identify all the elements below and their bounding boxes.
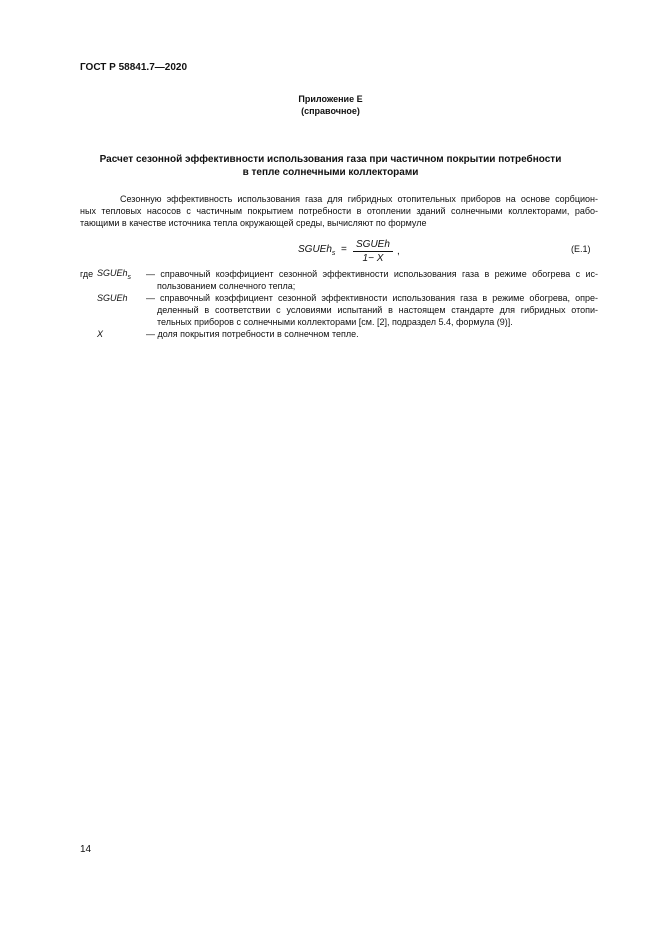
definition-text: пользованием солнечного тепла; [157,281,296,291]
definitions-where: где [80,269,94,279]
definition-symbol: SGUEh$_s$ [97,268,132,281]
formula-fraction [353,239,393,264]
document-standard-number: ГОСТ Р 58841.7—2020 [80,62,188,73]
definition-text: — справочный коэффициент сезонной эффективности использования газа в режиме обогрева с ис- [146,269,598,279]
formula-numerator: SGUEh [353,239,393,252]
definition-text: тельных приборов с солнечными коллекторами [см. [2], подраздел 5.4, формула (9)]. [157,317,513,327]
definition-text: — справочный коэффициент сезонной эффективности использования газа в режиме обогрева, опре- [146,293,598,303]
section-title-line-1: Расчет сезонной эффективности использования газа при частичном покрытии потребности [99,154,562,165]
paragraph-line: ных тепловых насосов с частичным покрытием потребности в отоплении зданий солнечными коллекторами, рабо- [80,206,598,216]
definition-text: деленный в соответствии с условиями испытаний в настоящем стандарте для гибридных отопи- [157,305,598,315]
appendix-type: (справочное) [301,106,360,116]
section-title-line-2: в тепле солнечными коллекторами [242,167,419,178]
definition-text: — доля покрытия потребности в солнечном тепле. [146,329,359,339]
definition-symbol: SGUEh [97,293,128,303]
formula-denominator: 1− X [362,253,384,264]
paragraph-line: тающими в качестве источника тепла окружающей среды, вычисляют по формуле [80,218,427,228]
formula-number: (Е.1) [571,244,591,254]
definition-symbol: X [97,329,104,339]
paragraph-line: Сезонную эффективность использования газа для гибридных отопительных приборов на основе сорбцион- [120,194,598,204]
page-number: 14 [80,844,92,855]
formula-comma: , [397,246,400,257]
appendix-title: Приложение Е [298,94,363,104]
formula-equals: = [341,244,347,255]
formula-lhs: SGUEh$_s$ [298,244,336,257]
